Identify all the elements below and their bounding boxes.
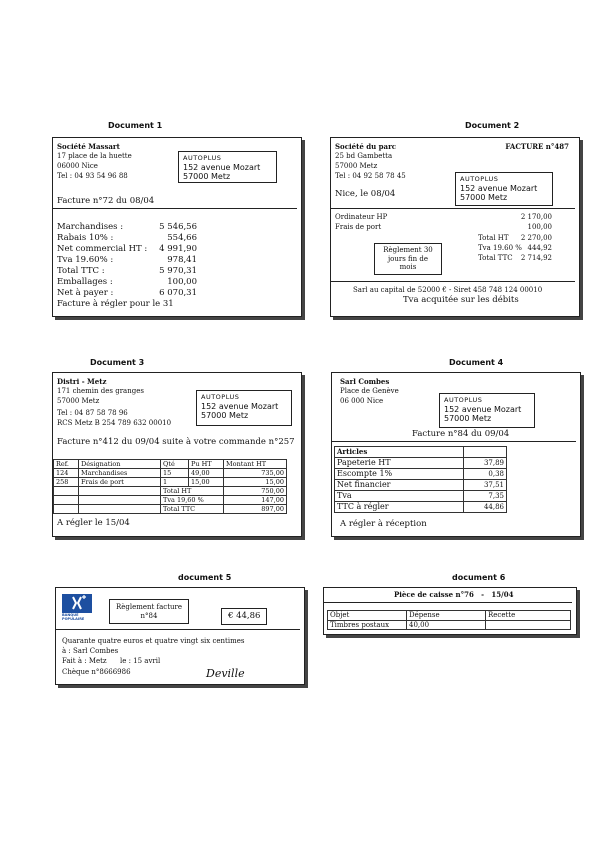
doc2-street: 25 bd Gambetta [335,152,393,160]
doc3-cell: 1 [161,478,189,487]
addressee-line2: 57000 Metz [444,414,492,423]
addressee-line1: 152 avenue Mozart [183,163,261,172]
doc4-col-header: Articles [335,447,464,458]
bank-name: BANQUE POPULAIRE [62,613,85,621]
doc6-col-header: Dépense [407,611,486,621]
doc4-city: 06 000 Nice [340,397,384,405]
doc1-line [57,233,197,244]
addressee-brand: AUTOPLUS [201,393,240,401]
doc3-invoice: Facture n°412 du 09/04 suite à votre commande n°257 [57,437,295,447]
doc2-tel: Tel : 04 92 58 78 45 [335,172,406,180]
doc3-cell [79,487,161,496]
addressee-line1: 152 avenue Mozart [444,405,522,414]
addressee-line1: 152 avenue Mozart [460,184,538,193]
doc4-company: Sarl Combes [340,377,390,386]
doc1-line-label: Marchandises : [57,222,124,232]
doc3-addressee-box [196,390,292,426]
doc1-company: Société Massart [57,142,120,151]
doc2-divider [331,208,575,209]
doc2-city: 57000 Metz [335,162,378,170]
bank-logo-icon [62,594,92,613]
doc1-line-value: 978,41 [167,255,197,265]
table-row [335,502,507,513]
doc1-line-label: Tva 19.60% : [57,255,114,265]
doc1-tel: Tel : 04 93 54 96 88 [57,172,128,180]
doc2-addressee-box [455,172,553,206]
doc4-row-value: 7,35 [464,491,507,502]
heading-document-3: Document 3 [90,358,145,367]
doc1-line [57,222,197,233]
table-row [328,620,571,630]
table-row [335,458,507,469]
heading-document-2: Document 2 [465,121,520,130]
doc3-cell: 124 [54,469,79,478]
cheque-amount-words: Quarante quatre euros et quatre vingt six centimes [62,637,245,645]
doc3-col-header: Montant HT [224,460,287,469]
doc1-line-value: 554,66 [167,233,197,243]
doc6-col-header: Recette [486,611,571,621]
table-row [54,487,287,496]
doc2-item-label: Frais de port [335,223,382,231]
document-4 [331,372,581,537]
doc1-invoice: Facture n°72 du 08/04 [57,196,155,206]
table-row [54,469,287,478]
doc4-row-value: 44,86 [464,502,507,513]
doc3-total-label: Total TTC [161,505,224,514]
document-3 [52,372,302,537]
doc3-cell [54,487,79,496]
doc6-title: Pièce de caisse n°76 - 15/04 [394,590,514,599]
document-2 [330,137,580,317]
doc4-articles-table [334,446,507,513]
doc4-row-value: 37,51 [464,480,507,491]
doc4-row-label: Net financier [335,480,464,491]
doc3-tel: Tel : 04 87 58 78 96 [57,409,128,417]
doc3-table-header [54,460,287,469]
doc2-total-label: Tva 19.60 % [478,244,522,252]
table-row [335,480,507,491]
doc3-cell: 258 [54,478,79,487]
doc3-cell [79,496,161,505]
doc3-items-table [53,459,287,514]
table-row [54,505,287,514]
doc1-line [57,255,197,266]
doc3-cell [54,505,79,514]
cheque-number: Chèque n°8666986 [62,668,131,676]
cheque-payee: à : Sarl Combes [62,647,119,655]
doc4-street: Place de Genève [340,387,399,395]
doc2-total-value: 2 714,92 [520,254,552,262]
doc4-row-label: Tva [335,491,464,502]
doc1-line [57,244,197,255]
doc3-rcs: RCS Metz B 254 789 632 00010 [57,419,172,427]
doc1-addressee-box [178,151,277,183]
doc2-total-value: 2 270,00 [520,234,552,242]
doc3-cell: 735,00 [224,469,287,478]
doc2-invoice-number: FACTURE n°487 [505,142,569,151]
doc1-line [57,288,197,299]
doc4-addressee-box [439,393,535,428]
doc1-city: 06000 Nice [57,162,98,170]
cheque-amount: € 44,86 [221,608,267,625]
doc3-cell: Frais de port [79,478,161,487]
doc3-total-label: Total HT [161,487,224,496]
doc3-col-header: Pu HT [189,460,224,469]
doc1-line-value: 5 970,31 [159,266,197,276]
heading-document-1: Document 1 [108,121,163,130]
doc2-item-value: 2 170,00 [520,213,552,221]
doc4-table-header [335,447,507,458]
document-6-petty-cash [323,587,577,635]
addressee-line2: 57000 Metz [460,193,508,202]
doc3-cell [54,496,79,505]
doc4-row-label: Escompte 1% [335,469,464,480]
cheque-place-date: Fait à : Metz le : 15 avril [62,657,161,665]
doc6-cell: 40,00 [407,620,486,630]
doc4-row-label: Papeterie HT [335,458,464,469]
doc3-cell: 49,00 [189,469,224,478]
doc1-line [57,266,197,277]
doc3-company: Distri - Metz [57,377,107,386]
doc1-line-value: 4 991,90 [159,244,197,254]
table-row [54,478,287,487]
doc3-cell [79,505,161,514]
addressee-brand: AUTOPLUS [460,175,499,183]
heading-document-6: document 6 [452,573,506,582]
table-row [54,496,287,505]
document-5-cheque [55,587,305,685]
doc1-line-label: Net commercial HT : [57,244,148,254]
addressee-brand: AUTOPLUS [183,154,222,162]
doc4-divider [332,441,576,442]
doc3-total-label: Tva 19,60 % [161,496,224,505]
heading-document-5: document 5 [178,573,232,582]
doc2-divider-bottom [331,281,575,282]
doc6-col-header: Objet [328,611,407,621]
doc3-street: 171 chemin des granges [57,387,144,395]
doc1-line-value: 5 546,56 [159,222,197,232]
doc4-row-value: 0,38 [464,469,507,480]
doc4-footer: A régler à réception [340,519,427,529]
doc3-city: 57000 Metz [57,397,100,405]
doc1-line-value: 6 070,31 [159,288,197,298]
doc3-cell: 15,00 [224,478,287,487]
doc4-invoice: Facture n°84 du 09/04 [412,429,510,439]
doc1-line-label: Rabais 10% : [57,233,114,243]
addressee-brand: AUTOPLUS [444,396,483,404]
document-1 [52,137,302,317]
doc3-col-header: Qté [161,460,189,469]
doc4-cell [464,447,507,458]
doc2-item-label: Ordinateur HP [335,213,388,221]
heading-document-4: Document 4 [449,358,504,367]
doc3-cell: Marchandises [79,469,161,478]
doc6-cell: Timbres postaux [328,620,407,630]
doc6-cell [486,620,571,630]
doc1-street: 17 place de la huette [57,152,132,160]
doc2-payment-terms: Règlement 30 jours fin de mois [374,243,442,275]
doc1-divider [53,208,297,209]
bank-logo [62,594,92,622]
addressee-line1: 152 avenue Mozart [201,402,279,411]
doc6-table-header [328,611,571,621]
doc2-total-label: Total TTC [478,254,513,262]
doc3-total-value: 147,00 [224,496,287,505]
table-row [335,491,507,502]
doc2-legal: Sarl au capital de 52000 € - Siret 458 748 124 00010 [353,286,543,294]
doc4-row-value: 37,89 [464,458,507,469]
doc6-divider [324,602,572,603]
doc2-total-value: 444,92 [527,244,552,252]
doc3-total-value: 897,00 [224,505,287,514]
doc1-line-label: Emballages : [57,277,113,287]
doc2-place-date: Nice, le 08/04 [335,189,396,199]
doc3-footer: A régler le 15/04 [57,518,130,528]
table-row [335,469,507,480]
doc2-company: Société du parc [335,142,397,151]
doc1-lines [57,222,197,310]
doc6-table [327,610,571,630]
doc3-col-header: Ref. [54,460,79,469]
doc4-row-label: TTC à régler [335,502,464,513]
addressee-line2: 57000 Metz [201,411,249,420]
doc3-cell: 15,00 [189,478,224,487]
doc1-line [57,277,197,288]
doc1-line-label: Net à payer : [57,288,114,298]
doc1-footer: Facture à régler pour le 31 [57,299,174,309]
cheque-signature: Deville [206,667,245,680]
doc3-total-value: 750,00 [224,487,287,496]
doc3-col-header: Désignation [79,460,161,469]
doc2-item-value: 100,00 [527,223,552,231]
doc2-tva-note: Tva acquitée sur les débits [403,295,519,305]
bank-logo-mark-icon [62,594,92,613]
doc1-line-value: 100,00 [167,277,197,287]
doc3-cell: 15 [161,469,189,478]
addressee-line2: 57000 Metz [183,172,231,181]
doc5-divider [56,629,300,630]
doc1-line-label: Total TTC : [57,266,105,276]
cheque-stub-label: Règlement facture n°84 [109,599,189,624]
doc2-total-label: Total HT [478,234,509,242]
